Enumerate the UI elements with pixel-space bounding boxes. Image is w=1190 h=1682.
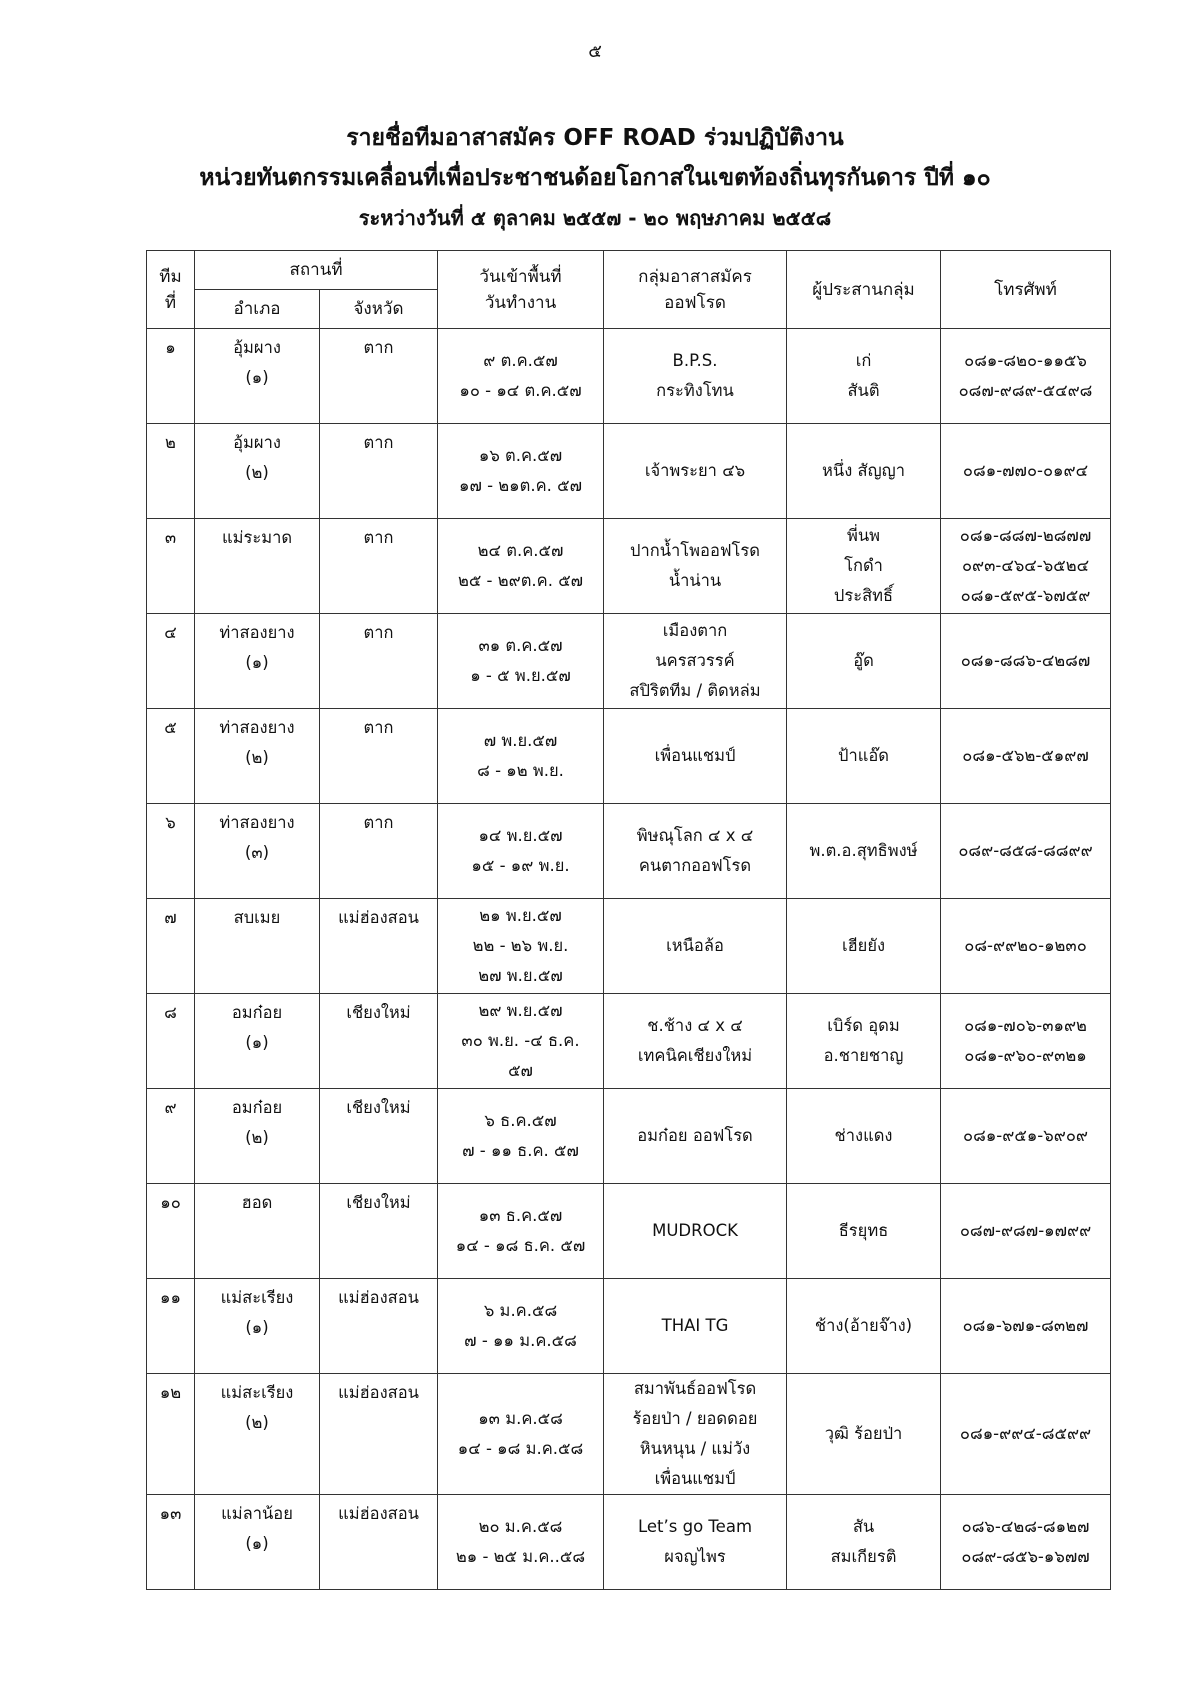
dates-cell-line: ๖ ธ.ค.๕๗ [484,1111,557,1130]
phone-cell-line: ๐๘๑-๗๐๖-๓๑๙๒ [964,1016,1087,1035]
district-cell [195,1184,320,1279]
dates-cell-line: ๑ - ๕ พ.ย.๕๗ [470,666,571,685]
team-no-cell: ๑ [147,329,195,424]
group-cell-line: นครสวรรค์ [655,651,735,670]
table-row [147,1495,1111,1590]
province-cell: ตาก [320,709,438,804]
coordinator-cell-line: พ.ต.อ.สุทธิพงษ์ [809,841,918,860]
group-cell-line: สปิริตทีม / ติดหล่ม [629,681,761,700]
district-cell-line: (๑) [245,368,269,387]
province-cell: เชียงใหม่ [320,1184,438,1279]
group-cell [604,1089,787,1184]
coordinator-cell [787,1089,941,1184]
district-cell [195,424,320,519]
team-no-cell: ๘ [147,994,195,1089]
table-row [147,804,1111,899]
group-cell-line: เมืองตาก [662,621,728,640]
coordinator-cell-line: ประสิทธิ์ [833,586,894,605]
dates-cell [438,1374,604,1495]
dates-cell [438,614,604,709]
group-cell-line: ผจญไพร [664,1547,726,1566]
dates-cell [438,1184,604,1279]
phone-cell [941,1279,1111,1374]
district-cell [195,1495,320,1590]
district-cell-line: (๑) [245,1534,269,1553]
phone-cell-line: ๐๘๑-๘๒๐-๑๑๕๖ [964,351,1087,370]
coordinator-cell [787,424,941,519]
header-team-no-line: ทีม [159,266,182,287]
table-row [147,1089,1111,1184]
team-no-cell: ๓ [147,519,195,614]
group-cell [604,329,787,424]
phone-cell-line: ๐๘๑-๘๘๖-๔๒๘๗ [960,651,1091,670]
phone-cell-line: ๐๘๑-๘๘๗-๒๘๗๗ [959,526,1092,545]
group-cell [604,614,787,709]
district-cell-line: ท่าสองยาง [219,718,295,737]
province-cell: ตาก [320,519,438,614]
phone-cell-line: ๐๘๗-๙๘๗-๑๗๙๙ [959,1221,1092,1240]
dates-cell-line: ๑๗ - ๒๑ต.ค. ๕๗ [458,476,583,495]
dates-cell-line: ๑๔ - ๑๘ ธ.ค. ๕๗ [455,1236,586,1255]
dates-cell [438,1495,604,1590]
dates-cell-line: ๒๔ ต.ค.๕๗ [477,541,564,560]
phone-cell [941,1184,1111,1279]
group-cell-line: ร้อยป่า / ยอดดอย [632,1409,758,1428]
phone-cell [941,614,1111,709]
phone-cell-line: ๐๘๗-๙๘๙-๕๔๙๘ [958,381,1093,400]
coordinator-cell-line: อ.ชายชาญ [823,1046,904,1065]
coordinator-cell [787,1374,941,1495]
table-body [147,329,1111,1590]
district-cell-line: (๑) [245,1033,269,1052]
district-cell-line: แม่ลาน้อย [221,1504,293,1523]
province-cell: แม่ฮ่องสอน [320,1374,438,1495]
coordinator-cell-line: ช่างแดง [834,1126,893,1145]
province-cell: แม่ฮ่องสอน [320,899,438,994]
group-cell-line: เพื่อนแชมป์ [654,746,736,765]
province-cell: เชียงใหม่ [320,1089,438,1184]
coordinator-cell-line: อู๊ด [853,651,874,670]
district-cell-line: (๓) [244,843,270,862]
group-cell [604,1374,787,1495]
team-no-cell: ๑๒ [147,1374,195,1495]
group-cell [604,519,787,614]
dates-cell-line: ๑๔ - ๑๘ ม.ค.๕๘ [457,1439,584,1458]
dates-cell [438,1089,604,1184]
district-cell-line: แม่ระมาด [221,528,293,547]
title-block [0,118,1190,238]
group-cell [604,709,787,804]
phone-cell-line: ๐๘๑-๕๖๒-๕๑๙๗ [962,746,1089,765]
district-cell [195,899,320,994]
dates-cell-line: ๖ ม.ค.๕๘ [483,1301,558,1320]
district-cell [195,614,320,709]
district-cell-line: ท่าสองยาง [219,623,295,642]
coordinator-cell-line: หนึ่ง สัญญา [822,461,905,480]
dates-cell-line: ๗ - ๑๑ ธ.ค. ๕๗ [462,1141,579,1160]
phone-cell-line: ๐๘๙-๘๕๖-๑๖๗๗ [961,1547,1090,1566]
team-no-cell: ๒ [147,424,195,519]
phone-cell [941,1374,1111,1495]
group-cell-line: B.P.S. [672,351,718,370]
group-cell [604,1184,787,1279]
coordinator-cell [787,519,941,614]
group-cell [604,1279,787,1374]
group-cell-line: เหนือล้อ [666,936,724,955]
dates-cell-line: ๑๓ ธ.ค.๕๗ [478,1206,563,1225]
header-location: สถานที่ [195,251,438,290]
dates-cell-line: ๒๒ - ๒๖ พ.ย. [472,936,569,955]
table-row [147,329,1111,424]
district-cell [195,994,320,1089]
title-line-1: รายชื่อทีมอาสาสมัคร OFF ROAD ร่วมปฏิบัติงาน [346,125,844,151]
header-phone: โทรศัพท์ [941,251,1111,329]
dates-cell-line: ๒๙ พ.ย.๕๗ [478,1001,563,1020]
table-row [147,994,1111,1089]
phone-cell [941,519,1111,614]
coordinator-cell [787,1495,941,1590]
table-row [147,709,1111,804]
coordinator-cell [787,709,941,804]
coordinator-cell-line: วุฒิ ร้อยป่า [824,1424,903,1443]
district-cell [195,1374,320,1495]
district-cell-line: อุ้มผาง [233,433,281,452]
district-cell-line: อมก๋อย [231,1003,283,1022]
group-cell-line: เทคนิคเชียงใหม่ [637,1046,753,1065]
phone-cell-line: ๐๘๙-๘๕๘-๘๘๙๙ [958,841,1093,860]
header-group [604,251,787,329]
district-cell-line: อมก๋อย [231,1098,283,1117]
district-cell-line: อุ้มผาง [233,338,281,357]
group-cell-line: คนตากออฟโรด [638,856,752,875]
group-cell-line: THAI TG [661,1316,729,1335]
coordinator-cell [787,994,941,1089]
dates-cell [438,424,604,519]
district-cell-line: (๒) [245,463,269,482]
phone-cell-line: ๐๙๓-๔๖๔-๖๕๒๔ [961,556,1090,575]
group-cell-line: กระทิงโทน [656,381,734,400]
group-cell-line: อมก๋อย ออฟโรด [637,1126,753,1145]
group-cell-line: เจ้าพระยา ๔๖ [644,461,746,480]
district-cell-line: แม่สะเรียง [220,1288,294,1307]
page-number: ๕ [588,41,602,62]
phone-cell [941,1089,1111,1184]
coordinator-cell-line: เก่ [855,351,872,370]
team-no-cell: ๗ [147,899,195,994]
coordinator-cell-line: เฮียยัง [841,936,886,955]
dates-cell [438,329,604,424]
header-dates-line: วันเข้าพื้นที่ [479,266,562,287]
header-dates [438,251,604,329]
district-cell-line: สบเมย [233,908,281,927]
group-cell-line: MUDROCK [652,1221,738,1240]
dates-cell-line: ๑๔ พ.ย.๕๗ [478,826,563,845]
phone-cell [941,329,1111,424]
group-cell [604,804,787,899]
dates-cell-line: ๓๑ ต.ค.๕๗ [478,636,563,655]
province-cell: ตาก [320,329,438,424]
group-cell-line: ช.ช้าง ๔ x ๔ [647,1016,743,1035]
group-cell-line: Let’s go Team [637,1517,753,1536]
dates-cell [438,804,604,899]
coordinator-cell-line: ป้าแอ๊ด [838,746,890,765]
header-province: จังหวัด [320,290,438,329]
dates-cell [438,709,604,804]
coordinator-cell-line: สันติ [847,381,880,400]
coordinator-cell-line: พี่นพ [846,526,881,545]
team-no-cell: ๔ [147,614,195,709]
dates-cell-line: ๗ พ.ย.๕๗ [483,731,558,750]
coordinator-cell-line: สัน [852,1517,875,1536]
dates-cell-line: ๗ - ๑๑ ม.ค.๕๘ [464,1331,577,1350]
coordinator-cell-line: เบิร์ด อุดม [827,1016,900,1035]
district-cell [195,519,320,614]
group-cell [604,899,787,994]
dates-cell-line: ๙ ต.ค.๕๗ [483,351,558,370]
coordinator-cell-line: ช้าง(อ้ายจ๊าง) [814,1316,913,1335]
table-row [147,899,1111,994]
team-no-cell: ๙ [147,1089,195,1184]
district-cell-line: (๒) [245,748,269,767]
volunteer-team-table [146,250,1111,1590]
group-cell-line: หินหนุน / แม่วัง [639,1439,751,1458]
district-cell [195,329,320,424]
header-dates-line: วันทำงาน [484,292,557,313]
group-cell-line: สมาพันธ์ออฟโรด [633,1379,757,1398]
dates-cell-line: ๑๕ - ๑๙ พ.ย. [471,856,570,875]
district-cell-line: ท่าสองยาง [219,813,295,832]
district-cell [195,804,320,899]
phone-cell-line: ๐๘๑-๙๕๑-๖๙๐๙ [963,1126,1088,1145]
dates-cell-line: ๘ - ๑๒ พ.ย. [477,761,564,780]
phone-cell [941,994,1111,1089]
coordinator-cell-line: สมเกียรติ [830,1547,897,1566]
district-cell-line: (๑) [245,653,269,672]
dates-cell-line: ๒๐ ม.ค.๕๘ [478,1517,563,1536]
coordinator-cell [787,1279,941,1374]
province-cell: ตาก [320,614,438,709]
header-district: อำเภอ [195,290,320,329]
table-row [147,1279,1111,1374]
phone-cell-line: ๐๘๑-๙๙๔-๘๕๙๙ [959,1424,1092,1443]
table-row [147,614,1111,709]
team-no-cell: ๑๐ [147,1184,195,1279]
header-group-line: กลุ่มอาสาสมัคร [638,266,752,287]
district-cell [195,709,320,804]
coordinator-cell [787,804,941,899]
team-no-cell: ๖ [147,804,195,899]
group-cell-line: ปากน้ำโพออฟโรด [630,541,760,560]
coordinator-cell [787,614,941,709]
dates-cell-line: ๓๐ พ.ย. -๔ ธ.ค. [461,1031,580,1050]
coordinator-cell [787,1184,941,1279]
dates-cell [438,519,604,614]
district-cell-line: (๑) [245,1318,269,1337]
coordinator-cell [787,899,941,994]
phone-cell [941,899,1111,994]
group-cell [604,1495,787,1590]
group-cell-line: เพื่อนแชมป์ [654,1469,736,1488]
table-row [147,424,1111,519]
dates-cell-line: ๑๖ ต.ค.๕๗ [478,446,563,465]
table-row [147,1184,1111,1279]
district-cell-line: (๒) [245,1413,269,1432]
province-cell: ตาก [320,804,438,899]
province-cell: แม่ฮ่องสอน [320,1279,438,1374]
phone-cell-line: ๐๘๑-๕๙๕-๖๗๕๙ [960,586,1091,605]
district-cell-line: ฮอด [241,1193,273,1212]
title-line-3: ระหว่างวันที่ ๕ ตุลาคม ๒๕๕๗ - ๒๐ พฤษภาคม ๒๕๕๘ [358,206,832,230]
table-row [147,519,1111,614]
phone-cell [941,709,1111,804]
dates-cell-line: ๑๐ - ๑๔ ต.ค.๕๗ [459,381,582,400]
phone-cell [941,1495,1111,1590]
phone-cell-line: ๐๘๑-๖๗๑-๘๓๒๗ [962,1316,1089,1335]
province-cell: ตาก [320,424,438,519]
group-cell-line: น้ำน่าน [668,571,722,590]
coordinator-cell-line: ธีรยุทธ [838,1221,889,1240]
title-line-2: หน่วยทันตกรรมเคลื่อนที่เพื่อประชาชนด้อยโอกาสในเขตท้องถิ่นทุรกันดาร ปีที่ ๑๐ [199,165,991,191]
dates-cell-line: ๕๗ [508,1061,533,1080]
dates-cell-line: ๒๑ - ๒๕ ม.ค..๕๘ [455,1547,586,1566]
dates-cell-line: ๒๕ - ๒๙ต.ค. ๕๗ [457,571,584,590]
province-cell: เชียงใหม่ [320,994,438,1089]
phone-cell-line: ๐๘๑-๗๗๐-๐๑๙๔ [962,461,1089,480]
phone-cell-line: ๐๘๑-๙๖๐-๙๓๒๑ [964,1046,1087,1065]
team-no-cell: ๑๑ [147,1279,195,1374]
group-cell [604,424,787,519]
phone-cell-line: ๐๘-๙๙๒๐-๑๒๓๐ [964,936,1087,955]
group-cell-line: พิษณุโลก ๔ x ๔ [636,826,754,845]
district-cell [195,1089,320,1184]
dates-cell-line: ๒๗ พ.ย.๕๗ [478,966,563,985]
dates-cell-line: ๑๓ ม.ค.๕๘ [478,1409,563,1428]
header-group-line: ออฟโรด [664,292,726,313]
dates-cell [438,899,604,994]
district-cell-line: แม่สะเรียง [220,1383,294,1402]
team-no-cell: ๕ [147,709,195,804]
province-cell: แม่ฮ่องสอน [320,1495,438,1590]
phone-cell-line: ๐๘๖-๔๒๘-๘๑๒๗ [961,1517,1090,1536]
header-team-no [147,251,195,329]
team-no-cell: ๑๓ [147,1495,195,1590]
coordinator-cell-line: โกดำ [844,556,883,575]
dates-cell-line: ๒๑ พ.ย.๕๗ [479,906,562,925]
header-coordinator: ผู้ประสานกลุ่ม [787,251,941,329]
dates-cell [438,994,604,1089]
phone-cell [941,424,1111,519]
phone-cell [941,804,1111,899]
dates-cell [438,1279,604,1374]
table-row [147,1374,1111,1495]
group-cell [604,994,787,1089]
district-cell [195,1279,320,1374]
district-cell-line: (๒) [245,1128,269,1147]
header-team-no-line: ที่ [164,292,177,313]
coordinator-cell [787,329,941,424]
